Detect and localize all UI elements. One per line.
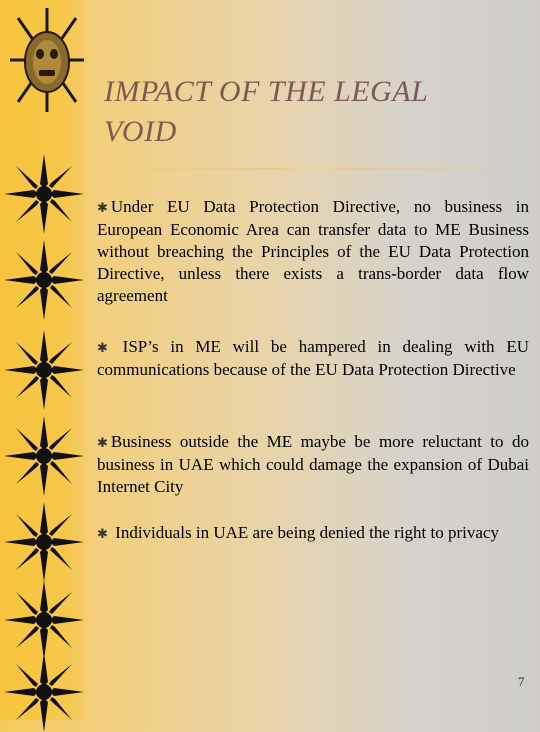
- tribal-mask-icon: [6, 4, 88, 116]
- sun-icon: [4, 502, 84, 582]
- bullet-item: [97, 431, 529, 498]
- bullet-item: [97, 522, 499, 545]
- page-number: 7: [518, 674, 525, 689]
- sun-icon: [4, 652, 84, 732]
- bullet-text: ISP’s in ME will be hampered in dealing with EU communications because of the EU Data Protection Directive: [97, 337, 529, 379]
- sun-icon: [4, 240, 84, 320]
- bullet-item: [97, 196, 529, 307]
- sun-icon: [4, 154, 84, 234]
- bullet-item: [97, 336, 529, 381]
- bullet-text: Individuals in UAE are being denied the right to privacy: [110, 523, 499, 542]
- title-divider: [104, 168, 524, 170]
- bullet-text: Under EU Data Protection Directive, no business in European Economic Area can transfer data to ME Business without breaching the Principles of the EU Data Protection Directive, unless there exists a trans-border data flow agreement: [97, 197, 529, 305]
- sun-icon: [4, 330, 84, 410]
- bullet-text: Business outside the ME maybe be more reluctant to do business in UAE which could damage the expansion of Dubai Internet City: [97, 432, 529, 496]
- sun-icon: [4, 580, 84, 660]
- slide-title-line2: VOID: [104, 115, 177, 148]
- slide-title: [104, 72, 524, 152]
- sun-icon: [4, 416, 84, 496]
- bullet-star-icon: ✱: [97, 340, 108, 355]
- bullet-star-icon: ✱: [97, 435, 108, 450]
- slide-title-line1: IMPACT OF THE LEGAL: [104, 75, 429, 108]
- bullet-star-icon: ✱: [97, 200, 108, 215]
- bullet-star-icon: ✱: [97, 526, 108, 541]
